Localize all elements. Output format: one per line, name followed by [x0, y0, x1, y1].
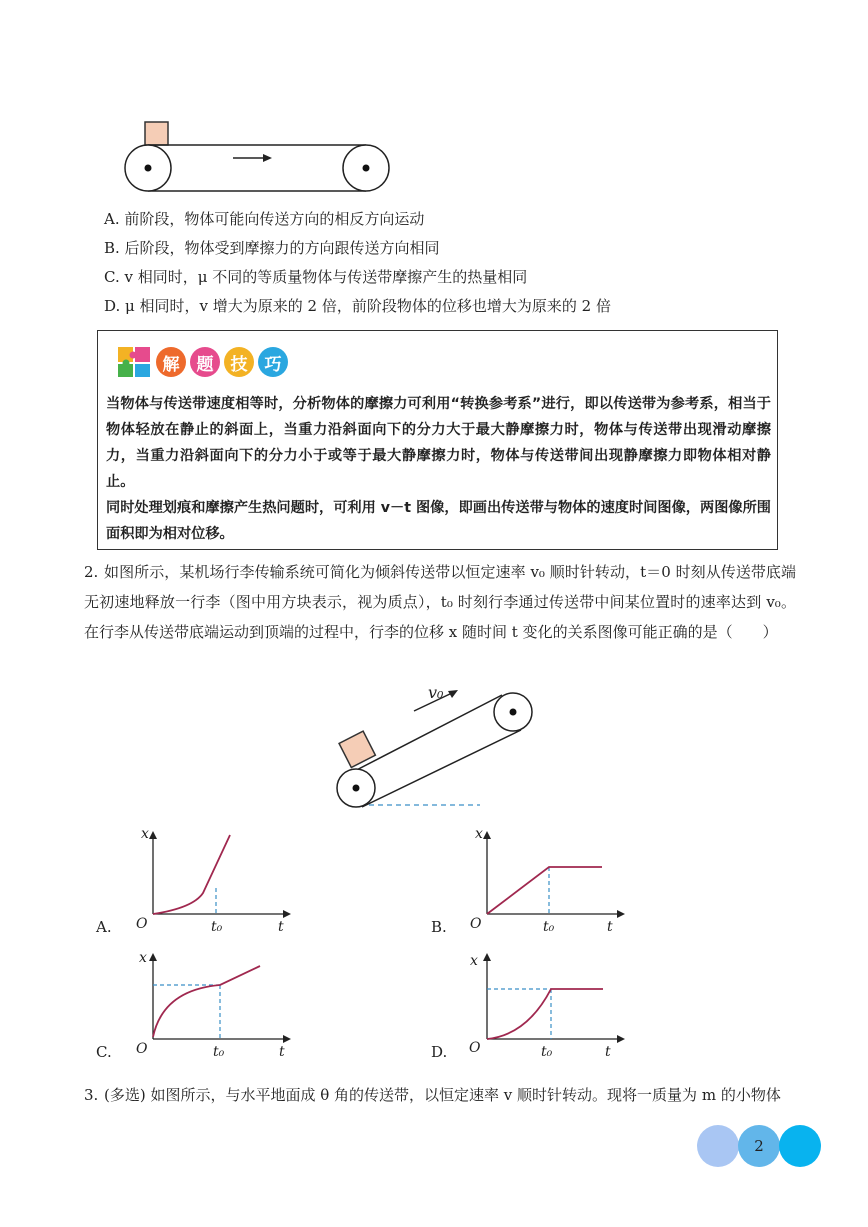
graph-b-option: B. [431, 918, 447, 936]
graph-a-option: A. [96, 918, 112, 936]
tips-title [116, 345, 288, 379]
option-c: C. v 相同时，μ 不同的等质量物体与传送带摩擦产生的热量相同 [104, 268, 528, 286]
question-number: 3. [84, 1086, 99, 1104]
graph-origin: O [136, 1041, 148, 1057]
tip-char: 技 [224, 347, 254, 377]
puzzle-icon [116, 345, 152, 379]
graph-origin: O [136, 916, 148, 932]
graph-d [467, 945, 632, 1065]
question-number: 2. [84, 563, 99, 581]
horizontal-conveyor-figure [120, 115, 395, 195]
graph-x-label: t [279, 1044, 285, 1060]
graph-x-label: t [605, 1044, 611, 1060]
graph-b [467, 823, 632, 938]
graph-tick: t₀ [543, 919, 555, 935]
graph-tick: t₀ [211, 919, 223, 935]
graph-a [133, 823, 298, 938]
graph-c-option: C. [96, 1043, 112, 1061]
graph-origin: O [470, 916, 482, 932]
question-2 [84, 557, 796, 647]
graph-d-option: D. [431, 1043, 448, 1061]
page-badge-right [779, 1125, 821, 1167]
question-text: 如图所示，某机场行李传输系统可简化为倾斜传送带以恒定速率 v₀ 顺时针转动，t＝0 时刻从传送带底端无初速地释放一行李（图中用方块表示，视为质点），t₀ 时刻行李通过传送带中间某位置时的速率达到 v₀。在行李从传送带底端运动到顶端的过程中，行李的位移 x 随时间 t 变化的关系图像可能正确的是（ ） [84, 563, 796, 641]
velocity-label: v₀ [428, 683, 444, 702]
tip-char: 巧 [258, 347, 288, 377]
graph-c [133, 945, 298, 1065]
page-number: 2 [738, 1125, 780, 1167]
option-d: D. μ 相同时，v 增大为原来的 2 倍，前阶段物体的位移也增大为原来的 2 倍 [104, 297, 611, 315]
question-3 [84, 1080, 796, 1110]
tips-box [97, 330, 778, 550]
question-text: (多选) 如图所示，与水平地面成 θ 角的传送带，以恒定速率 v 顺时针转动。现将一质量为 m 的小物体 [104, 1086, 781, 1104]
graph-tick: t₀ [541, 1044, 553, 1060]
page-badge-left [697, 1125, 739, 1167]
option-b: B. 后阶段，物体受到摩擦力的方向跟传送方向相同 [104, 239, 440, 257]
luggage-block [339, 731, 375, 767]
tip-char: 题 [190, 347, 220, 377]
inclined-conveyor-figure [330, 678, 545, 813]
tip-char: 解 [156, 347, 186, 377]
option-a: A. 前阶段，物体可能向传送方向的相反方向运动 [104, 210, 425, 228]
graph-y-label: x [139, 950, 147, 966]
tips-text [106, 391, 771, 547]
graph-y-label: x [141, 826, 149, 842]
graph-x-label: t [278, 919, 284, 935]
belt-bottom [362, 730, 521, 807]
graph-origin: O [469, 1040, 481, 1056]
graph-y-label: x [470, 953, 478, 969]
graph-tick: t₀ [213, 1044, 225, 1060]
graph-x-label: t [607, 919, 613, 935]
tip-paragraph-1: 当物体与传送带速度相等时，分析物体的摩擦力可利用“转换参考系”进行，即以传送带为参考系，相当于物体轻放在静止的斜面上，当重力沿斜面向下的分力大于最大静摩擦力时，物体与传送带出现滑动摩擦力，当重力沿斜面向下的分力小于或等于最大静摩擦力时，物体与传送带间出现静摩擦力即物体相对静止。 [106, 396, 771, 490]
block [145, 122, 168, 145]
tip-paragraph-2: 同时处理划痕和摩擦产生热问题时，可利用 v－t 图像，即画出传送带与物体的速度时间图像，两图像所围面积即为相对位移。 [106, 500, 771, 542]
graph-y-label: x [475, 826, 483, 842]
